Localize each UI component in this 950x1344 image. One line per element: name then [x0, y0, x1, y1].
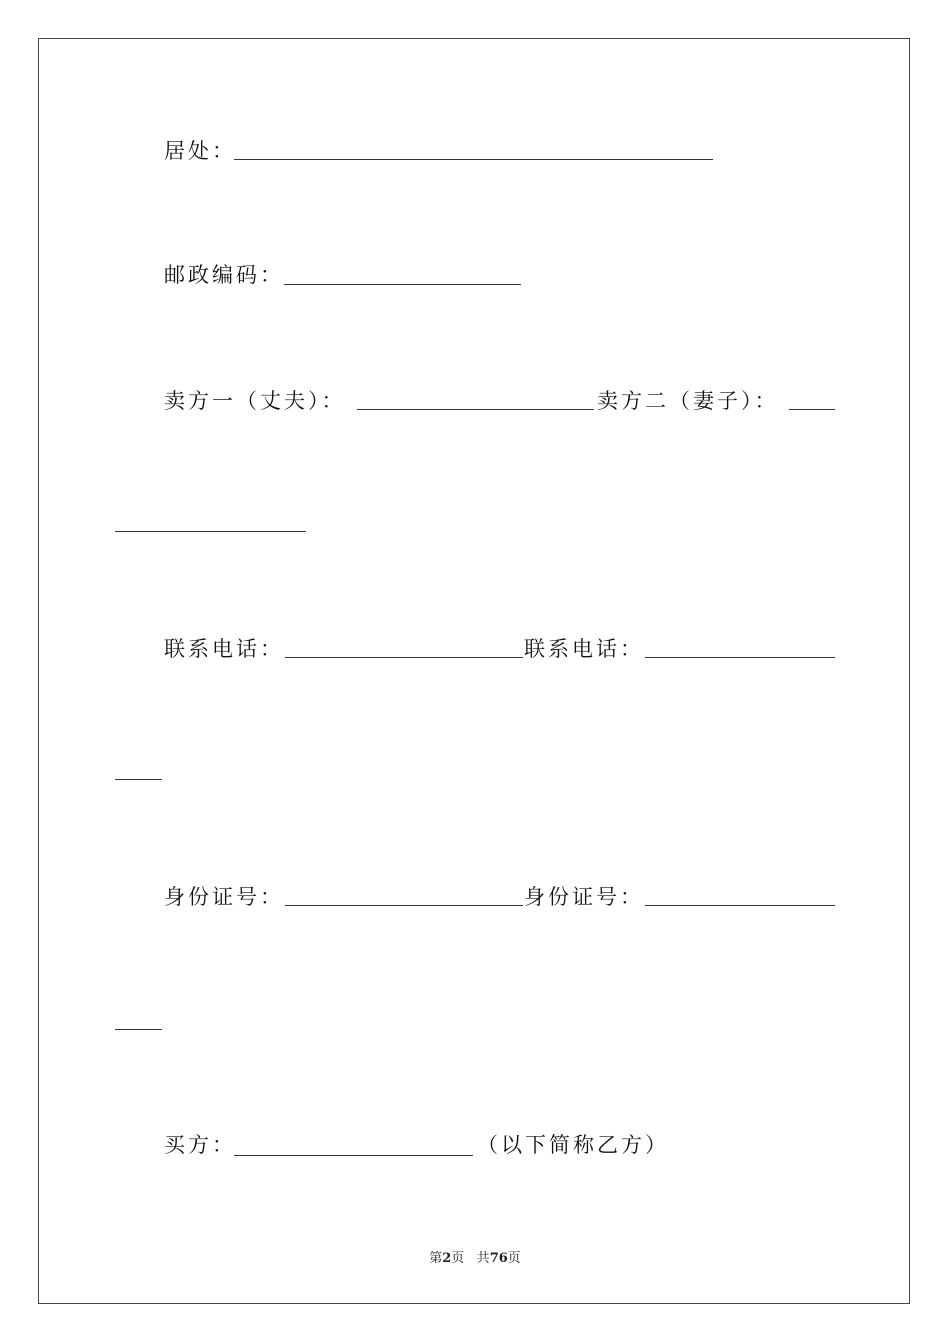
buyer-suffix: （以下简称乙方）	[477, 1133, 669, 1157]
footer-page-prefix: 第	[429, 1251, 443, 1266]
footer-total-prefix: 共	[476, 1251, 490, 1266]
seller1-label: 卖方一（丈夫）：	[164, 389, 346, 413]
page-border	[38, 38, 910, 1304]
page-footer	[0, 1247, 950, 1266]
phone2-field-continued[interactable]	[115, 779, 162, 780]
footer-total-number: 76	[489, 1251, 508, 1266]
seller2-label: 卖方二（妻子）：	[597, 389, 779, 413]
buyer-field[interactable]	[234, 1155, 473, 1156]
phone1-label: 联系电话：	[164, 637, 284, 661]
phone1-field[interactable]	[285, 657, 523, 658]
id2-label: 身份证号：	[524, 885, 644, 909]
residence-field[interactable]	[234, 159, 713, 160]
phone2-label: 联系电话：	[524, 637, 644, 661]
postal-code-label: 邮政编码：	[164, 263, 284, 287]
buyer-label: 买方：	[164, 1133, 236, 1157]
id1-label: 身份证号：	[164, 885, 284, 909]
seller2-field-continued[interactable]	[115, 531, 306, 532]
footer-page-number: 2	[442, 1251, 452, 1266]
footer-total-unit: 页	[507, 1251, 521, 1266]
postal-code-field[interactable]	[284, 284, 521, 285]
footer-page-unit: 页	[451, 1251, 465, 1266]
seller2-field[interactable]	[789, 409, 835, 410]
phone2-field[interactable]	[645, 657, 835, 658]
id2-field[interactable]	[645, 905, 835, 906]
residence-label: 居处：	[164, 139, 236, 163]
id2-field-continued[interactable]	[115, 1029, 162, 1030]
id1-field[interactable]	[285, 905, 523, 906]
seller1-field[interactable]	[357, 409, 594, 410]
